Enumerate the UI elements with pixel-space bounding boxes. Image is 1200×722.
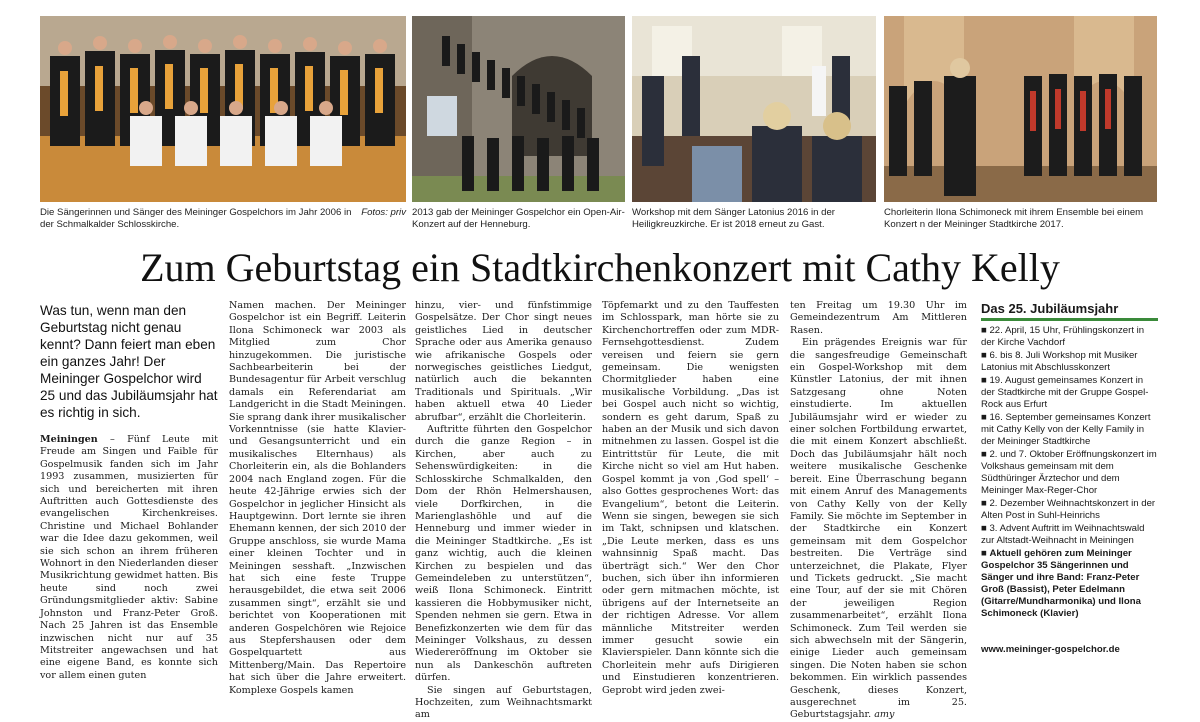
photo-choir-2006 <box>40 16 406 202</box>
headline: Zum Geburtstag ein Stadtkirchenkonzert mit Cathy Kelly <box>140 245 1060 290</box>
event-item: ■ 19. August gemeinsames Konzert in der Stadtkirche mit der Gruppe Gospel-Rock aus Erfurt <box>981 375 1158 411</box>
jubilee-sidebar <box>981 300 1158 655</box>
caption-photo4: Chorleiterin Ilona Schimoneck mit ihrem Ensemble bei einem Konzert n der Meininger Stadtkirche 2017. <box>884 207 1144 230</box>
article-column-4: Töpfemarkt und zu den Tauffesten im Schlosspark, man hörte sie zu Kirchenchortreffen oder zum MDR-Fernsehgottesdienst. Zudem vereisen und feiern sie gern gemeinsam. Die wenigsten Chormitglieder haben eine musikalische Vorbildung. „Das ist bei Gospel auch nicht so wichtig, sondern es geht darum, Spaß zu haben an der Musik und sich davon mitnehmen zu lassen. Gospel ist die Eintrittstür für Leute, die mit Kirche nicht so viel am Hut haben. Gospel kommt ja von ‚God spell‘ – also Gottes gesprochenes Wort: das Evangelium“, betont die Leiterin. Wenn sie singen, bewegen sie sich im Takt, schnipsen und klatschen. „Die Leute merken, dass es uns wahnsinnig Spaß macht. Das überträgt sich.“ Wer den Chor buchen, sich über ihn informieren oder gern mitmachen möchte, ist übrigens auf der Internetseite an der richtigen Adresse. Vor allem männliche Mitstreiter werden immer gesucht sowie ein Klavierspieler. Dann könnte sich die Chorleitein mehr aufs Dirigieren und Einstudieren konzentrieren. Geprobt wird jeden zwei- <box>602 300 779 696</box>
article-column-2: Namen machen. Der Meininger Gospelchor ist ein Begriff. Leiterin Ilona Schimoneck war 2003 als Mitglied zum Chor hinzugekommen. Die juristische Sachbearbeiterin bei der Bundesagentur für Arbeit verschlug damals ein Referendariat am Landgericht in die Stadt Meiningen. Sie sprang dank ihrer musikalischer Vorkenntnisse (sie hatte Klavier- und Gesangsunterricht und ein musikalisches Elternhaus) als Chorleiterin ein, als die Bohlanders 2004 nach England zogen. Für die heute 42-Jährige erwies sich der Gospelchor in jeglicher Hinsicht als Hauptgewinn. Dort lernte sie ihren Ehemann kennen, der sich 2010 der Gruppe anschloss, sie wurde Mama einer kleinen Tochter und in Meiningen sesshaft. „Inzwischen hat sich eine feste Truppe herausgebildet, die etwa seit 2006 zusammen singt“, erzählt sie und berichtet von Kooperationen mit anderen Gospelchören wie Rejoice aus Stepfershausen oder dem Gospelquartett aus Mittenberg/Main. Das Repertoire hat sich über die Jahre erweitert. Komplexe Gospels kamen <box>229 300 406 696</box>
event-item: ■ 3. Advent Auftritt im Weihnachtswald zur Altstadt-Weihnacht in Meiningen <box>981 523 1158 547</box>
event-item: ■ 6. bis 8. Juli Workshop mit Musiker Latonius mit Abschlusskonzert <box>981 350 1158 374</box>
event-list <box>981 325 1158 620</box>
members-note: ■ Aktuell gehören zum Meininger Gospelchor 35 Sängerinnen und Sänger und ihre Band: Franz-Peter Groß (Bassist), Peter Edelmann (Gitarre/Mundharmonika) und Ilona Schimoneck (Klavier) <box>981 548 1158 620</box>
event-item: ■ 2. und 7. Oktober Eröffnungskonzert im Volkshaus gemeinsam mit dem Südthüringer Ärztechor und dem Meininger Max-Reger-Chor <box>981 449 1158 497</box>
website-link[interactable]: www.meininger-gospelchor.de <box>981 644 1120 655</box>
sidebar-title: Das 25. Jubiläumsjahr <box>981 300 1158 321</box>
event-item: ■ 16. September gemeinsames Konzert mit Cathy Kelly von der Kelly Family in der Meininger Stadtkirche <box>981 412 1158 448</box>
photo-workshop-2016 <box>632 16 876 202</box>
dateline: Meiningen <box>40 434 98 445</box>
photo-credit: Fotos: priv <box>361 207 406 218</box>
photo-stadtkirche-2017 <box>884 16 1157 202</box>
caption-photo1: Fotos: priv Die Sängerinnen und Sänger des Meininger Gospelchors im Jahr 2006 in der Schmalkalder Schlosskirche. <box>40 207 406 230</box>
event-item: ■ 2. Dezember Weihnachtskonzert in der Alten Post in Suhl-Heinrichs <box>981 498 1158 522</box>
caption-photo2: 2013 gab der Meininger Gospelchor ein Open-Air-Konzert auf der Henneburg. <box>412 207 625 230</box>
article-column-1: Meiningen – Fünf Leute mit Freude am Singen und Faible für Gospelmusik fanden sich im Jahr 1993 zusammen, musizierten für sich und bereicherten mit ihren Auftritten auch Gottesdienste des evangelischen Kirchenkreises. Christine und Michael Bohlander war die Idee dazu gekommen, weil sie sich schon an ihrem früheren Wohnort in den Niederlanden dieser Musikrichtung gewidmet hatten. Bis heute sind noch zwei Gründungsmitglieder aktiv: Sabine Johnston und Franz-Peter Groß. Nach 25 Jahren ist das Ensemble inzwischen nicht nur auf 35 Mitstreiter angewachsen und hat eine eigene Band, es konnte sich vor allem einen guten <box>40 434 218 681</box>
event-item: ■ 22. April, 15 Uhr, Frühlingskonzert in der Kirche Vachdorf <box>981 325 1158 349</box>
caption-photo3: Workshop mit dem Sänger Latonius 2016 in der Heiligkreuzkirche. Er ist 2018 erneut zu Gast. <box>632 207 836 230</box>
photo-henneburg-2013 <box>412 16 625 202</box>
lead-paragraph: Was tun, wenn man den Geburtstag nicht genau kennt? Dann feiert man eben ein ganzes Jahr! Der Meininger Gospelchor wird 25 und das Jubiläumsjahr hat es richtig in sich. <box>40 303 218 420</box>
author-signature: amy <box>874 709 895 721</box>
article-column-5: ten Freitag um 19.30 Uhr im Gemeindezentrum Am Mittleren Rasen. Ein prägendes Ereignis war für die sangesfreudige Gemeinschaft ein Gospel-Workshop mit dem Künstler Latonius, der mit ihnen Satzgesang ohne Noten einstudierte. Im aktuellen Jubiläumsjahr wird er wieder zu einer solchen Fortbildung erwartet, die mit einem Konzert abschließt. Doch das Jubiläumsjahr hält noch weitere musikalische Geschenke bereit. Eine Überraschung begann mit einem Anruf des Managements von Cathy Kelly von der Kelly Family. Sie möchte im September in der Stadtkirche ein Konzert gemeinsam mit dem Gospelchor bestreiten. Die Verträge sind unterzeichnet, die Plakate, Flyer und Tickets gedruckt. „Sie macht eine Tour, auf der sie mit Chören der jeweiligen Region zusammenarbeitet“, erzählt Ilona Schimoneck. Zum Teil werden sie sich abwechseln mit der Sängerin, einige Lieder auch gemeinsam singen. Die Noten haben sie schon bekommen. Ein wirklich passendes Geschenk, dieses Konzert, ausgerechnet im 25. Geburtstagsjahr. amy <box>790 300 967 721</box>
article-column-3: hinzu, vier- und fünfstimmige Gospelsätze. Der Chor singt neues geistliches Lied in deutscher Sprache oder aus Amerika genauso wie afrikanische Gospels oder norwegisches geistliches Liedgut, natürlich auch die bekannten Traditionals und Spirituals. „Wir haben aktuell etwa 40 Lieder abrufbar“, erzählt die Chorleiterin. Auftritte führten den Gospelchor durch die ganze Region – in Kirchen, aber auch zu Sehenswürdigkeiten: in die Schlosskirche Schmalkalden, den Dom der Rhön Helmershausen, viele Dorfkirchen, in die Marienglashöhle und auf die Henneburg und immer wieder in die Meininger Stadtkirche. „Es ist ganz wichtig, auch die kleinen Kirchen zu bespielen und das Gemeindeleben zu unterstützen“, weiß Ilona Schimoneck. Eintritt kassieren die Hobbymusiker nicht, Spenden nehmen sie gern. Etwa in Benefizkonzerten wie dem für das Meininger Volkshaus, zu dessen Wiedereröffnung im Oktober sie nun als Dankeschön auftreten dürfen. Sie singen auf Geburtstagen, Hochzeiten, zum Weihnachtsmarkt am <box>415 300 592 721</box>
